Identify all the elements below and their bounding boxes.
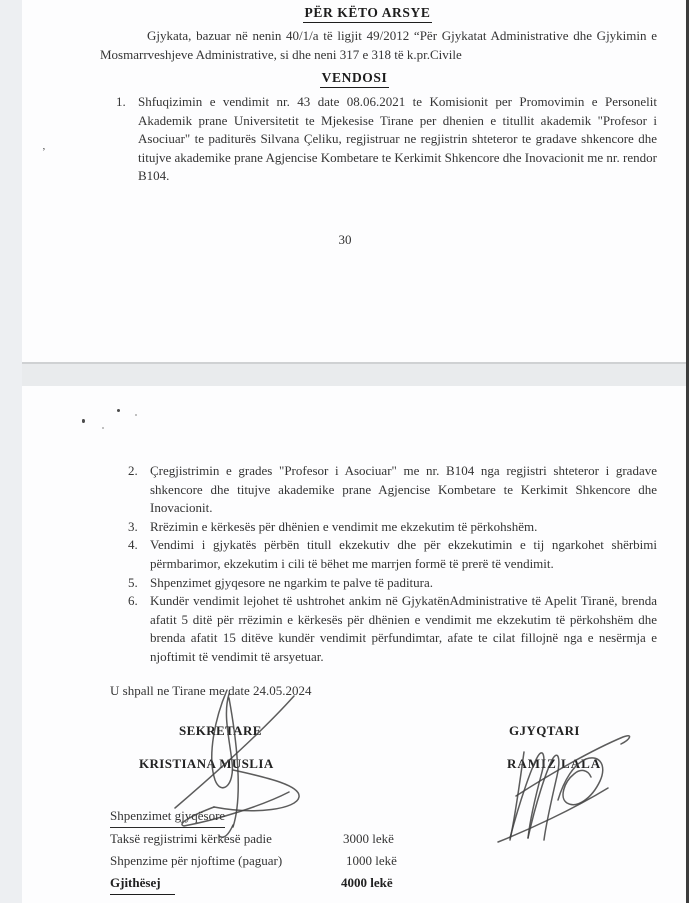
page-gap bbox=[22, 364, 687, 386]
item-text: Vendimi i gjykatës përbën titull ekzekutiv dhe për ekzekutimin e tij ngarkohet shërbimi përmbarimor, ekzekutim i cili të bëhet me marrjen formë të prerë të vendimit. bbox=[150, 537, 657, 571]
item-number: 4. bbox=[128, 537, 138, 553]
judge-name: RAMIZ LALA bbox=[507, 756, 602, 771]
expense-row-2 bbox=[22, 852, 687, 871]
item-number: 1. bbox=[116, 94, 126, 109]
item-text: Shpenzimet gjyqesore ne ngarkim te palve të paditura. bbox=[150, 574, 434, 590]
decision-item-1 bbox=[116, 93, 657, 186]
ink-speck bbox=[135, 414, 137, 416]
expense-total-value: 4000 lekë bbox=[341, 875, 393, 890]
expenses-heading-text: Shpenzimet gjyqësore bbox=[110, 807, 225, 828]
expense-row-1 bbox=[22, 830, 687, 849]
heading-decision bbox=[22, 69, 687, 88]
ink-speck bbox=[82, 419, 85, 423]
item-number: 5. bbox=[128, 574, 138, 590]
item-text: Kundër vendimit lejohet të ushtrohet ankim në GjykatënAdministrative të Apelit Tiranë, brenda afatit 5 ditë për rrëzimin e kërkesës për dhënien e vendimit me ekzekutim të përkohshëm dhe brenda afatit 15 ditëve kundër vendimit përfundimtar, afate te cilat fillojnë nga e nesërmja e njoftimit të vendimit të arsyetuar. bbox=[150, 593, 657, 664]
decision-item-3 bbox=[128, 518, 657, 537]
expense-total-label: Gjithësej bbox=[110, 874, 175, 895]
ink-speck bbox=[117, 409, 120, 412]
item-text: Çregjistrimin e grades "Profesor i Asociuar" me nr. B104 nga regjistri shteteror i gradave shkencore dhe titujve akademike prane Agjencise Kombetare te Kerkimit Shkencore dhe Inovacionit. bbox=[150, 463, 657, 516]
ink-speck bbox=[102, 427, 104, 429]
item-number: 6. bbox=[128, 593, 138, 609]
proclamation-line: U shpall ne Tirane me date 24.05.2024 bbox=[110, 683, 312, 698]
decision-item-6 bbox=[128, 592, 657, 666]
decision-item-4 bbox=[128, 536, 657, 573]
expenses-heading bbox=[110, 807, 225, 828]
stray-ink-mark: ’ bbox=[42, 146, 46, 158]
expense-value: 1000 lekë bbox=[346, 853, 397, 868]
decision-item-5 bbox=[128, 574, 657, 593]
document-page-2 bbox=[22, 386, 687, 903]
decision-item-2 bbox=[128, 462, 657, 518]
expense-value: 3000 lekë bbox=[343, 831, 394, 846]
item-number: 2. bbox=[128, 463, 138, 478]
item-number: 3. bbox=[128, 518, 138, 534]
heading-reasons-text: PËR KËTO ARSYE bbox=[303, 5, 433, 23]
secretary-title: SEKRETARE bbox=[179, 723, 262, 738]
decision-list bbox=[128, 462, 657, 667]
heading-reasons bbox=[35, 4, 689, 23]
item-text: Rrëzimin e kërkesës për dhënien e vendimit me ekzekutim të përkohshëm. bbox=[150, 518, 538, 534]
expense-row-total bbox=[22, 874, 687, 893]
intro-paragraph: Gjykata, bazuar në nenin 40/1/a të ligjit 49/2012 “Për Gjykatat Administrative dhe Gjykimin e Mosmarrveshjeve Administrative, si dhe neni 317 e 318 të k.pr.Civile bbox=[100, 28, 657, 62]
judge-title: GJYQTARI bbox=[509, 723, 580, 738]
secretary-name: KRISTIANA MUSLIA bbox=[139, 756, 274, 771]
item-text: Shfuqizimin e vendimit nr. 43 date 08.06.2021 te Komisionit per Promovimin e Personelit Akademik prane Universitetit te Mjekesise Tirane per dhenien e titullit akademik "Profesor i Asociuar" te paditurës Silvana Çeliku, regjistruar ne regjistrin shteteror te gradave shkencore dhe titujve akademike prane Agjencise Kombetare te Kerkimit Shkencore dhe Inovacionit me nr. rendor B104. bbox=[138, 94, 657, 184]
expense-label: Taksë regjistrimi kërkesë padie bbox=[110, 831, 272, 846]
expense-label: Shpenzime për njoftime (paguar) bbox=[110, 853, 283, 868]
page-number: 30 bbox=[338, 232, 352, 247]
document-page-1 bbox=[22, 0, 687, 364]
heading-decision-text: VENDOSI bbox=[320, 70, 390, 88]
